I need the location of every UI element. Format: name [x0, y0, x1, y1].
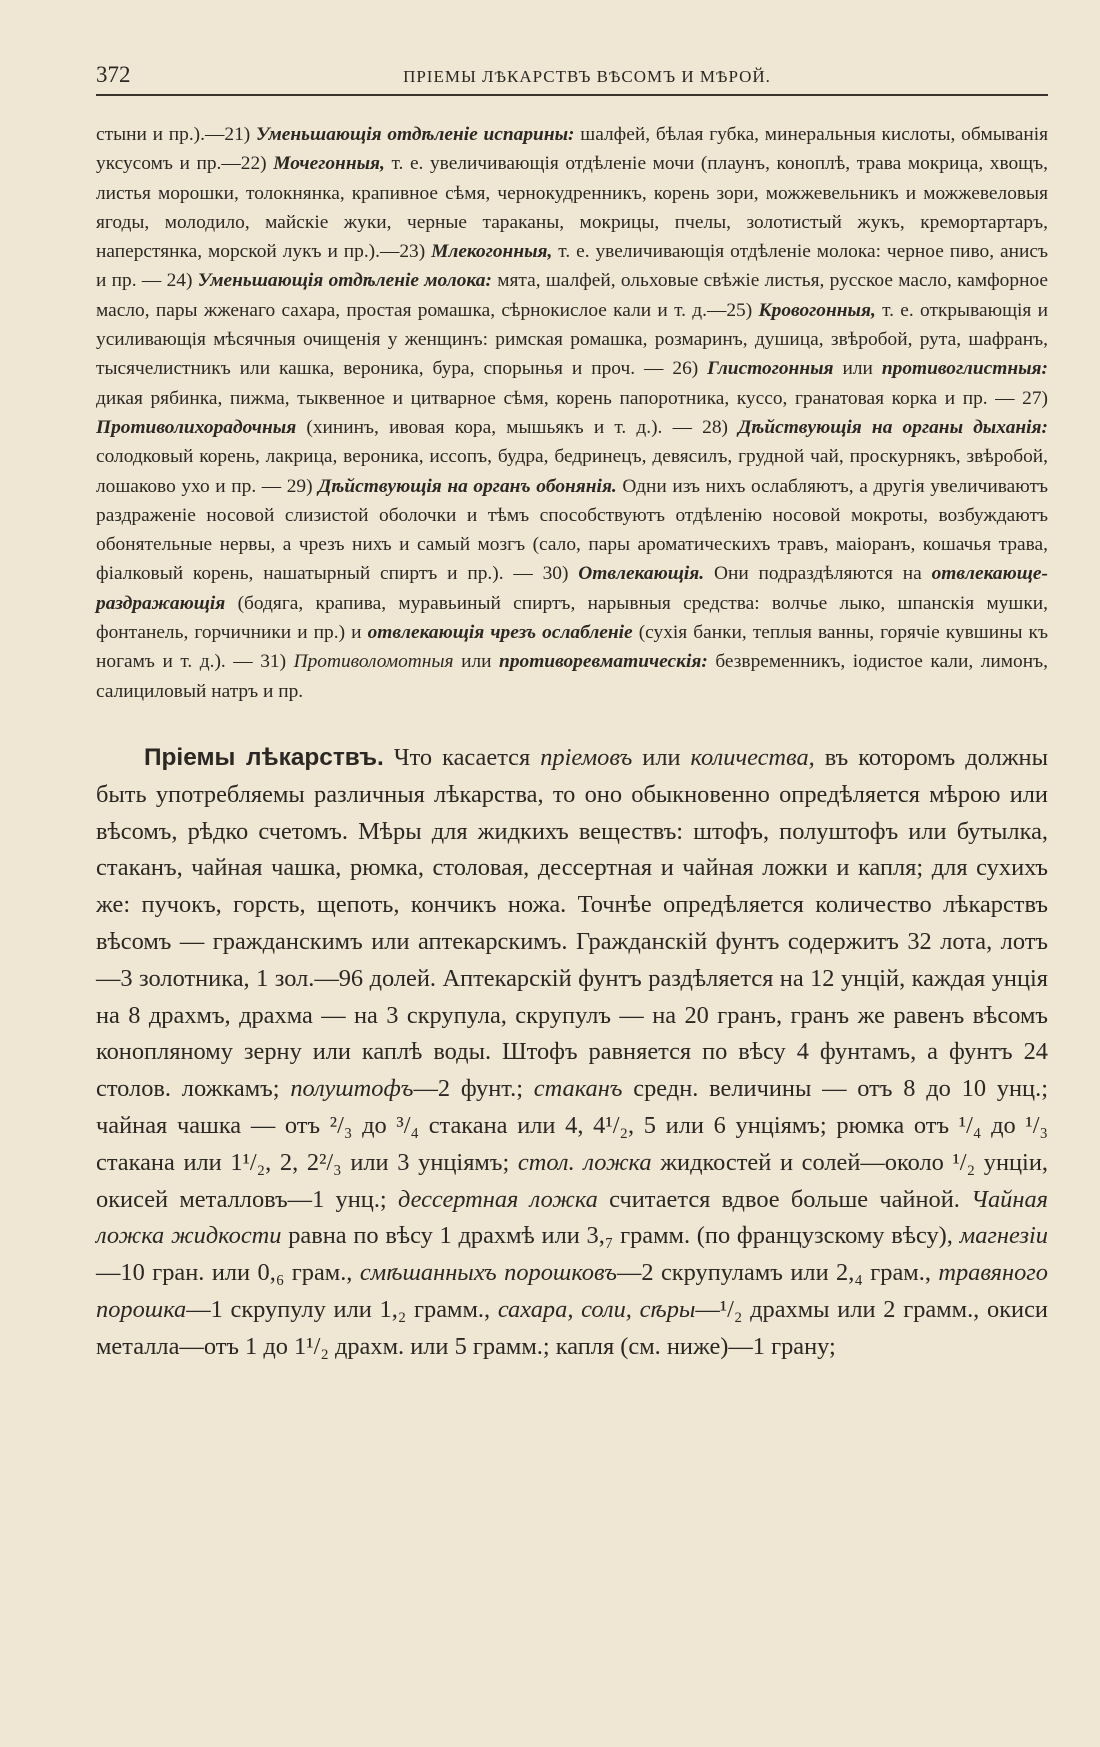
text-run: равна по вѣсу 1 драхмѣ или 3,₇ грамм. (по французскому вѣсу), [281, 1222, 960, 1250]
text-run: средн. величины — отъ 8 до 10 унц.; чайная чашка — отъ ²/₃ до ³/₄ стакана или 4, 4¹/₂, 5 или 6 унціямъ; рюмка отъ ¹/₄ до ¹/₃ стакана или 1¹/₂, 2, 2²/₃ или 3 унціямъ; [96, 1075, 1048, 1176]
emphasis-term: противоревматическія: [499, 651, 708, 673]
notes-section [96, 120, 1048, 706]
emphasis-term: сахара, соли, сѣры [497, 1295, 696, 1323]
text-run: т. е. увеличивающія отдѣленіе молока: черное пиво, анисъ и пр. — 24) [96, 241, 1048, 292]
emphasis-term: Глистогонныя [707, 358, 834, 380]
text-run: (бодяга, крапива, муравьиный спиртъ, нарывныя средства: волчье лыко, шпанскія мушки, фонтанель, горчичники и пр.) и [96, 592, 1048, 644]
emphasis-term: количества, [690, 743, 815, 771]
emphasis-term: Дѣйствующія на органы дыханія: [738, 416, 1048, 438]
emphasis-term: Кровогонныя, [758, 299, 876, 321]
text-run: солодковый корень, лакрица, вероника, иссопъ, будра, бедринецъ, девясилъ, грудной чай, проскурнякъ, звѣробой, лошаково ухо и пр. — 29) [96, 446, 1048, 497]
text-run: —10 гран. или 0,₆ грам., [96, 1259, 360, 1287]
text-run: т. е. увеличивающія отдѣленіе мочи (плаунъ, коноплѣ, трава мокрица, хвощъ, листья морошки, толокнянка, крапивное сѣмя, чернокудренникъ, корень зори, можжевельникъ и можжевеловыя ягоды, молодило, майскіе жуки, черные тараканы, мокрицы, пчелы, золотистый жукъ, кремортартаръ, наперстянка, морской лукъ и пр.).—23) [96, 153, 1048, 263]
text-run: Что касается [383, 743, 541, 771]
text-run: —2 скрупуламъ или 2,₄ грам., [616, 1259, 939, 1287]
emphasis-term: Чайная ложка жидкости [96, 1185, 1048, 1250]
emphasis-term: дессертная ложка [397, 1185, 598, 1213]
emphasis-term: смѣшанныхъ порошковъ [359, 1259, 617, 1287]
page-header [96, 62, 1048, 96]
text-run: безвременникъ, іодистое кали, лимонъ, салициловый натръ и пр. [96, 651, 1048, 702]
text-run: т. е. открывающія и усиливающія мѣсячныя очищенія у женщинъ: римская ромашка, розмаринъ, душица, звѣробой, рута, шафранъ, тысячелистникъ или кашка, вероника, бура, спорынья и проч. — 26) [96, 299, 1048, 380]
emphasis-term: Мочегонныя, [273, 153, 385, 175]
text-run: дикая рябинка, пижма, тыквенное и цитварное сѣмя, корень папоротника, куссо, гранатовая корка и пр. — 27) [96, 387, 1048, 409]
emphasis-term: Отвлекающія. [578, 563, 705, 585]
text-run: Они подраздѣляются на [704, 563, 932, 585]
text-run: Одни изъ нихъ ослабляютъ, а другія увеличиваютъ раздраженіе носовой слизистой оболочки и тѣмъ способствуютъ отдѣленію носовой мокроты, возбуждаютъ обонятельные нервы, а чрезъ нихъ и самый мозгъ (сало, пары ароматическихъ травъ, маіоранъ, кошачья трава, фіалковый корень, нашатырный спиртъ и пр.). — 30) [96, 475, 1049, 585]
text-run: —1 скрупулу или 1,₂ грамм., [186, 1295, 498, 1323]
text-run: или [453, 651, 500, 673]
text-run: (хининъ, ивовая кора, мышьякъ и т. д.). — 28) [296, 416, 739, 438]
emphasis-term: пріемовъ [540, 743, 633, 771]
running-title: ПРІЕМЫ ЛѢКАРСТВЪ ВѢСОМЪ И МѢРОЙ. [403, 67, 771, 86]
emphasis-term: Уменьшающія отдѣленіе молока: [197, 270, 492, 292]
text-run: мята, шалфей, ольховые свѣжіе листья, русское масло, камфорное масло, пары жженаго сахара, простая ромашка, сѣрнокислое кали и т. д.—25) [96, 270, 1048, 321]
emphasis-term: противоглистныя: [881, 358, 1048, 380]
emphasis-term: Противолихорадочныя [96, 416, 297, 438]
section-heading: Пріемы лѣкарствъ. [144, 743, 384, 771]
text-run: (сухія банки, теплыя ванны, горячіе кувшины къ ногамъ и т. д.). — 31) [96, 622, 1048, 673]
text-run: или [833, 358, 882, 380]
emphasis-term: Уменьшающія отдѣленіе испарины: [256, 124, 575, 145]
emphasis-term: полуштофъ [290, 1075, 414, 1103]
emphasis-term: магнезіи [959, 1222, 1048, 1250]
text-run: шалфей, бѣлая губка, минеральныя кислоты, обмыванія уксусомъ и пр.—22) [96, 124, 1048, 175]
notes-paragraph [96, 120, 1048, 706]
emphasis-term: отвлекающе-раздражающія [96, 563, 1048, 614]
text-run: стыни и пр.).—21) [96, 124, 256, 145]
emphasis-term: травяного порошка [96, 1259, 1048, 1323]
emphasis-term: Противоломотныя [293, 651, 454, 673]
text-run: —2 фунт.; [413, 1075, 534, 1103]
emphasis-term: Дѣйствующія на органъ обонянія. [318, 475, 617, 497]
emphasis-term: стол. ложка [517, 1148, 652, 1176]
text-run: считается вдвое больше чайной. [597, 1185, 972, 1213]
text-run: въ которомъ должны быть употребляемы различныя лѣкарства, то оно обыкновенно опредѣляется мѣрою или вѣсомъ, рѣдко счетомъ. Мѣры для жидкихъ веществъ: штофъ, полуштофъ или бутылка, стаканъ, чайная чашка, рюмка, столовая, дессертная и чайная ложки и капля; для сухихъ же: пучокъ, горсть, щепоть, кончикъ ножа. Точнѣе опредѣляется количество лѣкарствъ вѣсомъ — гражданскимъ или аптекарскимъ. Гражданскій фунтъ содержитъ 32 лота, лотъ—3 золотника, 1 зол.—96 долей. Аптекарскій фунтъ раздѣляется на 12 унцій, каждая унція на 8 драхмъ, драхма — на 3 скрупула, скрупулъ — на 20 гранъ, гранъ же равенъ вѣсомъ конопляному зерну или каплѣ воды. Штофъ равняется по вѣсу 4 фунтамъ, а фунтъ 24 столов. ложкамъ; [96, 743, 1048, 1103]
emphasis-term: отвлекающія чрезъ ослабленіе [367, 622, 633, 644]
text-run: или [632, 743, 691, 771]
text-run: жидкостей и солей—около ¹/₂ унціи, окисей металловъ—1 унц.; [96, 1148, 1048, 1213]
emphasis-term: стаканъ [533, 1075, 623, 1103]
text-run: —¹/₂ драхмы или 2 грамм., окиси металла—отъ 1 до 1¹/₂ драхм. или 5 грамм.; капля (см. ниже)—1 грану; [96, 1295, 1048, 1360]
page-number: 372 [96, 62, 131, 87]
main-section [96, 740, 1048, 1366]
emphasis-term: Млекогонныя, [431, 241, 553, 263]
main-paragraph [96, 740, 1048, 1366]
